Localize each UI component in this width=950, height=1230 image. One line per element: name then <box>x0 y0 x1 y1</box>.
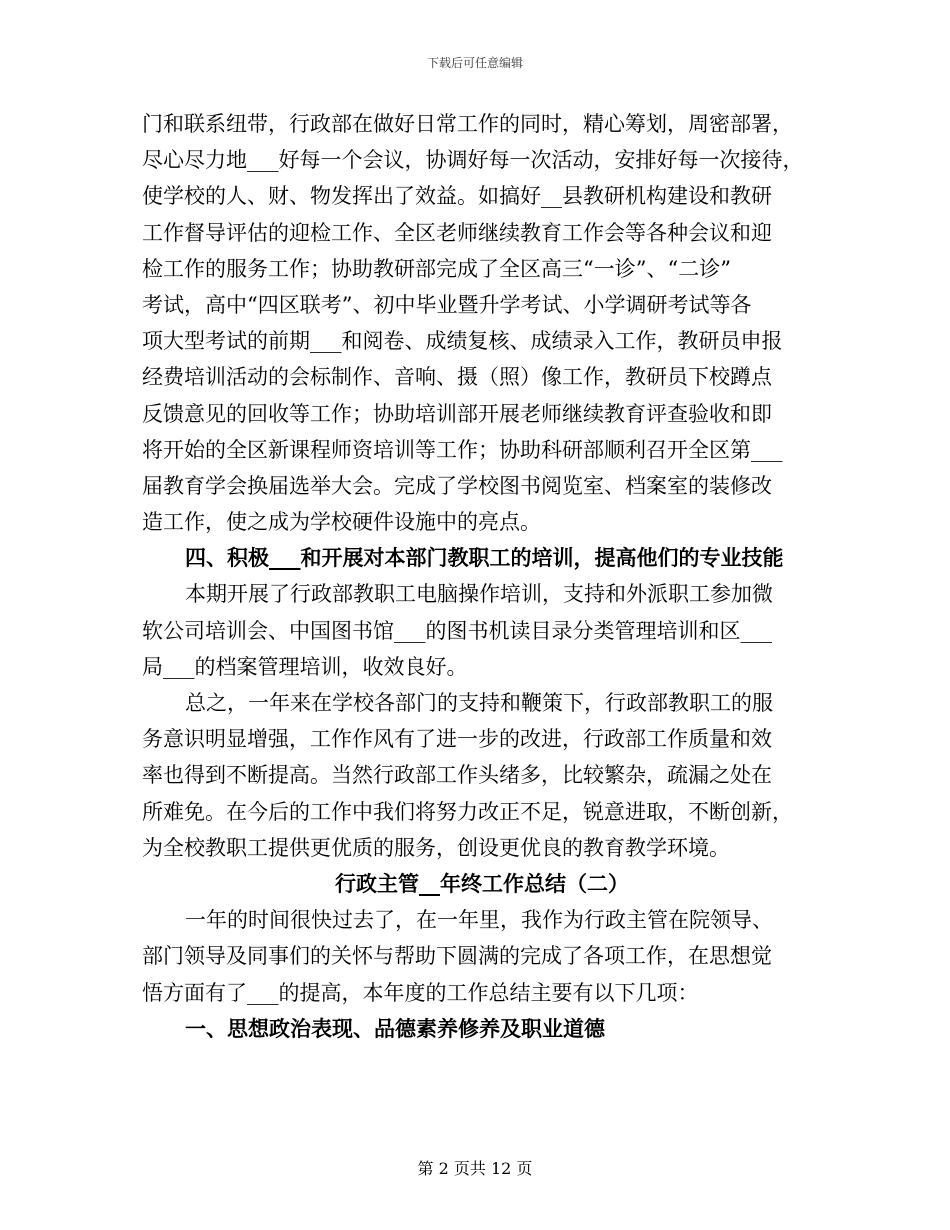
paragraph-start-line: 总之，一年来在学校各部门的支持和鞭策下，行政部教职工的服 <box>185 691 773 715</box>
body-line: 局___的档案管理培训，收效良好。 <box>142 654 468 679</box>
body-line: 尽心尽力地___好每一个会议，协调好每一次活动，安排好每一次接待， <box>142 148 804 173</box>
body-line: 经费培训活动的会标制作、音响、摄（照）像工作，教研员下校蹲点 <box>142 365 772 390</box>
body-line: 考试，高中“四区联考”、初中毕业暨升学考试、小学调研考试等各 <box>142 292 752 317</box>
page-footer: 第 2 页共 12 页 <box>417 1159 533 1178</box>
body-line: 为全校教职工提供更优质的服务，创设更优良的教育教学环境。 <box>142 835 730 860</box>
paragraph-start-line: 本期开展了行政部教职工电脑操作培训，支持和外派职工参加微 <box>185 582 773 607</box>
body-line: 软公司培训会、中国图书馆___的图书机读目录分类管理培训和区___ <box>142 618 772 643</box>
page-header: 下载后可任意编辑 <box>426 56 523 70</box>
section-heading: 四、积极___和开展对本部门教职工的培训，提高他们的专业技能 <box>185 545 784 571</box>
body-line: 率也得到不断提高。当然行政部工作头绪多，比较繁杂，疏漏之处在 <box>142 763 772 788</box>
body-line: 部门领导及同事们的关怀与帮助下圆满的完成了各项工作，在思想觉 <box>142 944 772 969</box>
document-title: 行政主管__年终工作总结（二） <box>335 870 629 896</box>
body-line: 反馈意见的回收等工作；协助培训部开展老师继续教育评查验收和即 <box>142 401 772 426</box>
body-line: 悟方面有了___的提高，本年度的工作总结主要有以下几项： <box>142 980 699 1005</box>
body-line: 造工作，使之成为学校硬件设施中的亮点。 <box>142 510 541 535</box>
body-line: 使学校的人、财、物发挥出了效益。如搞好__县教研机构建设和教研 <box>142 184 772 209</box>
body-line: 所难免。在今后的工作中我们将努力改正不足，锐意进取，不断创新， <box>142 799 793 824</box>
section-heading: 一、思想政治表现、品德素养修养及职业道德 <box>185 1015 605 1041</box>
body-line: 检工作的服务工作；协助教研部完成了全区高三“一诊”、“二诊” <box>142 256 731 281</box>
body-line: 门和联系纽带，行政部在做好日常工作的同时，精心筹划，周密部署， <box>142 112 793 136</box>
paragraph-start-line: 一年的时间很快过去了，在一年里，我作为行政主管在院领导、 <box>185 908 773 933</box>
body-line: 项大型考试的前期___和阅卷、成绩复核、成绩录入工作，教研员申报 <box>142 329 783 354</box>
body-line: 将开始的全区新课程师资培训等工作；协助科研部顺利召开全区第___ <box>142 437 783 462</box>
body-line: 工作督导评估的迎检工作、全区老师继续教育工作会等各种会议和迎 <box>142 220 772 245</box>
body-line: 务意识明显增强，工作作风有了进一步的改进，行政部工作质量和效 <box>142 727 772 752</box>
document-body <box>142 106 822 1047</box>
body-line: 届教育学会换届选举大会。完成了学校图书阅览室、档案室的装修改 <box>142 473 772 498</box>
